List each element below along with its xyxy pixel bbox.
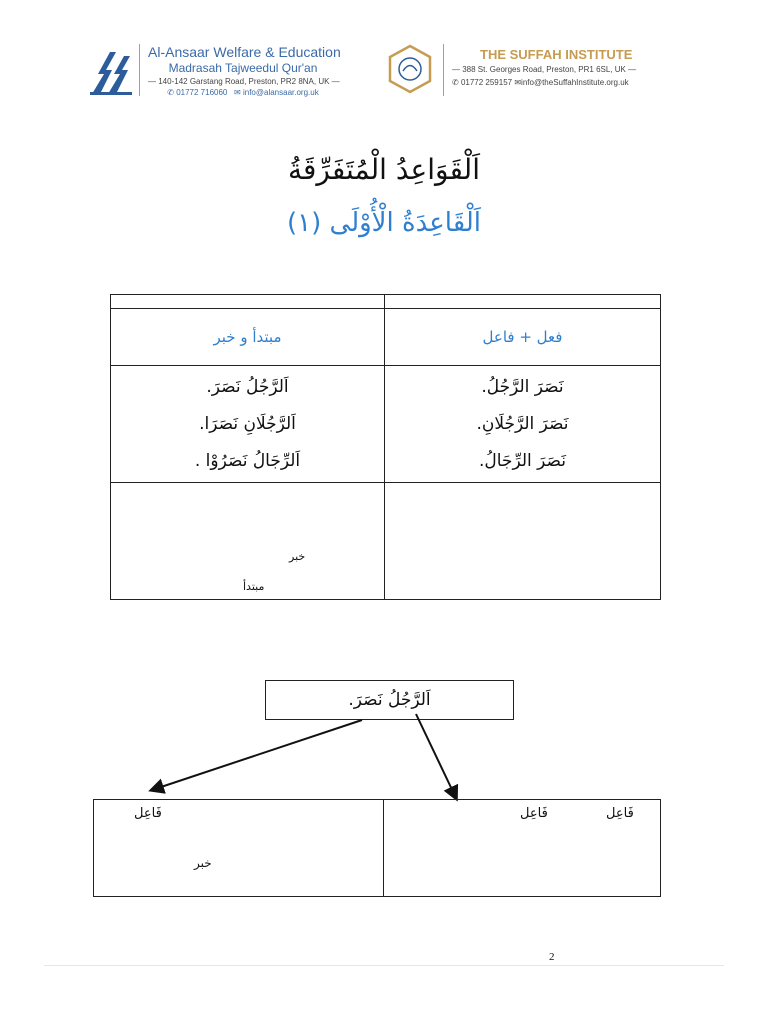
right-label-fail: فَاعِل [520, 806, 548, 821]
org-name: Al-Ansaar Welfare & Education [148, 44, 341, 60]
email-icon: ✉ [234, 88, 241, 97]
org-phone: 01772 259157 [460, 78, 513, 87]
org-subtitle: Madrasah Tajweedul Qur'an [168, 61, 318, 75]
example-line: اَلرَّجُلُ نَصَرَ. [206, 376, 289, 397]
note-mubtada: مبتدأ [243, 580, 265, 593]
org-name: THE SUFFAH INSTITUTE [480, 47, 633, 62]
arrow-left [152, 720, 362, 790]
org-address: — 388 St. Georges Road, Preston, PR1 6SL, UK — [452, 65, 637, 74]
left-label-fail: فَاعِل [134, 806, 162, 821]
example-line: اَلرَّجُلَانِ نَصَرَا. [199, 413, 296, 434]
arrow-right [416, 714, 456, 798]
example-line: نَصَرَ الرَّجُلَانِ. [476, 413, 569, 434]
page-number: 2 [549, 951, 555, 963]
page-subtitle: اَلْقَاعِدَةُ الْأُوْلَى (١) [286, 208, 481, 238]
sentence-box: اَلرَّجُلُ نَصَرَ. [265, 680, 514, 720]
diagram-table [93, 799, 661, 897]
org-email: info@theSuffahInstitute.org.uk [521, 78, 629, 87]
header-mubtada-khabar: مبتدأ و خبر [111, 309, 385, 366]
example-line: اَلرِّجَالُ نَصَرُوْا . [194, 450, 301, 471]
footer-rule [44, 965, 724, 966]
page-title: اَلْقَوَاعِدُ الْمُتَفَرِّقَةُ [288, 153, 480, 186]
phone-icon: ✆ [452, 78, 459, 87]
example-line: نَصَرَ الرَّجُلُ. [481, 376, 564, 397]
right-label-fail-2: فَاعِل [606, 806, 634, 821]
left-label-khabar: خبر [194, 856, 212, 870]
org-phone: 01772 716060 [176, 88, 228, 97]
org-address: — 140-142 Garstang Road, Preston, PR2 8NA, UK — [148, 77, 340, 86]
example-line: نَصَرَ الرِّجَالُ. [479, 450, 566, 471]
note-khabar: خبر [289, 550, 306, 563]
email-icon: ✉ [514, 78, 522, 87]
org-email: info@alansaar.org.uk [242, 88, 319, 97]
header-fil-fail: فعل + فاعل [385, 309, 661, 366]
phone-icon: ✆ [167, 88, 174, 97]
